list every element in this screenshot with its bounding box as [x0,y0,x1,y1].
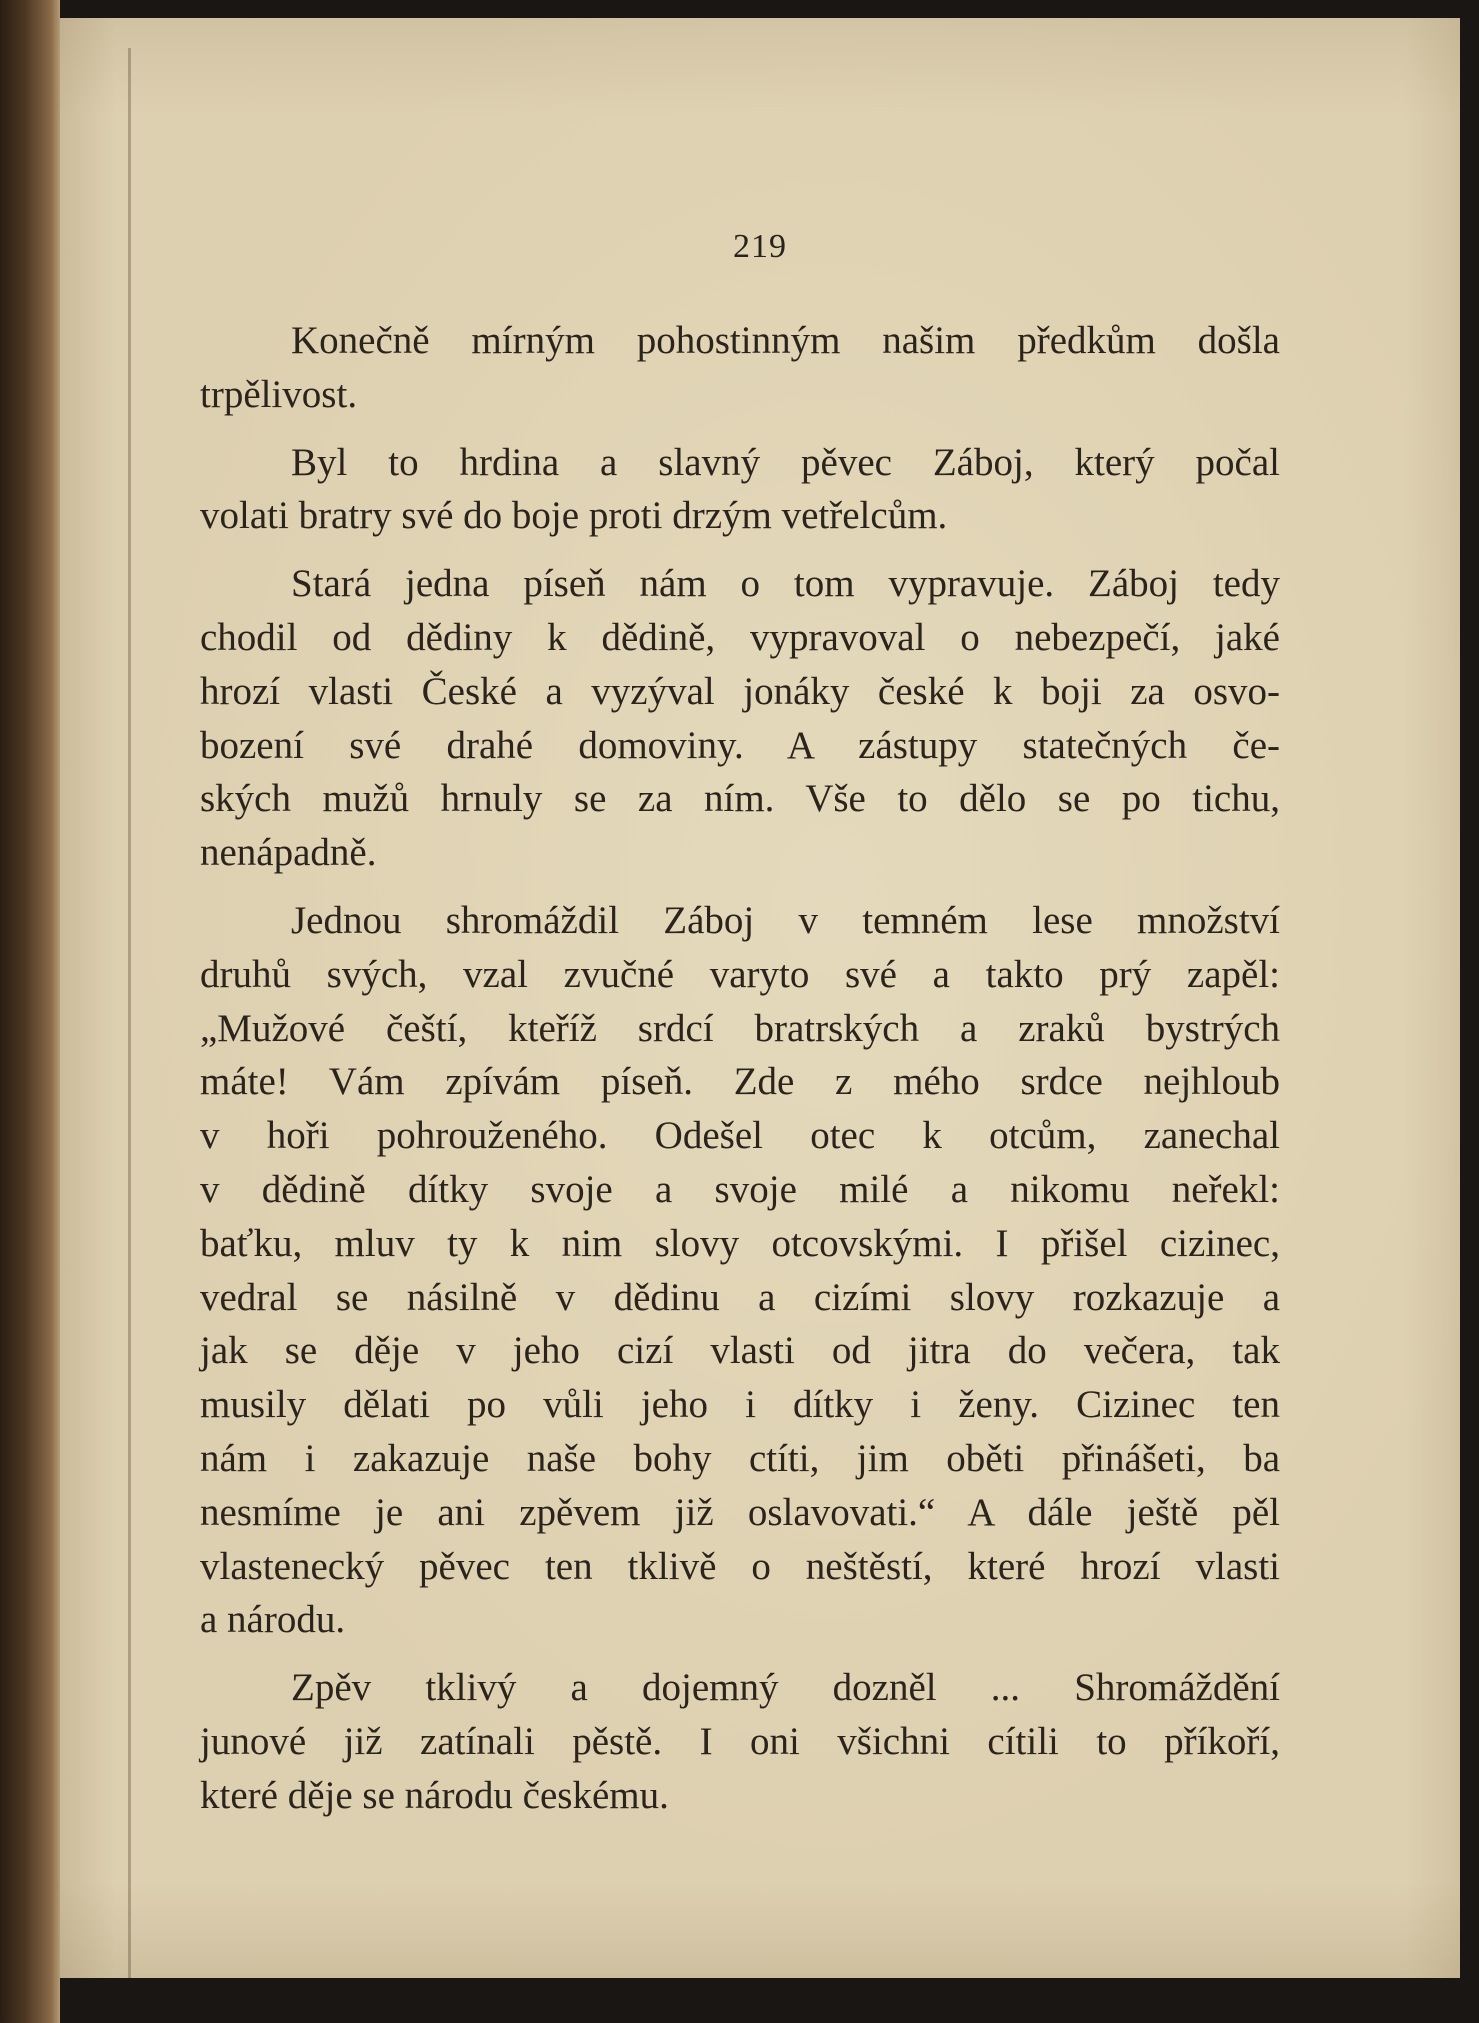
text-line: musily dělati po vůli jeho i dítky i ženy. Cizinec ten [200,1383,1280,1427]
text-line: hrozí vlasti České a vyzýval jonáky české k boji za osvo- [200,669,1280,713]
page-sheet [60,18,1460,1978]
text-line: nenápadně. [200,831,377,875]
text-line: Konečně mírným pohostinným našim předkům došla [291,319,1280,362]
text-line: Byl to hrdina a slavný pěvec Záboj, který počal [291,440,1280,484]
text-line: nesmíme je ani zpěvem již oslavovati.“ A dále ještě pěl [200,1490,1280,1534]
text-line: volati bratry své do boje proti drzým vetřelcům. [200,494,948,538]
gutter-line [128,48,131,1978]
text-line: chodil od dědiny k dědině, vypravoval o nebezpečí, jaké [200,615,1280,659]
text-line: vlastenecký pěvec ten tklivě o neštěstí, které hrozí vlasti [200,1544,1280,1588]
text-line: v dědině dítky svoje a svoje milé a nikomu neřekl: [200,1167,1280,1211]
text-line: jak se děje v jeho cizí vlasti od jitra do večera, tak [200,1329,1280,1373]
text-line: Zpěv tklivý a dojemný dozněl ... Shromáždění [291,1666,1280,1710]
book-spine-shadow [0,0,60,2023]
text-line: vedral se násilně v dědinu a cizími slovy rozkazuje a [200,1275,1280,1319]
text-line: „Mužové čeští, kteříž srdcí bratrských a zraků bystrých [200,1006,1280,1050]
paragraph-5 [200,1661,1280,1822]
body-text [200,314,1280,1823]
text-line: které děje se národu českému. [200,1773,669,1817]
paragraph-3 [200,557,1280,880]
text-line: ských mužů hrnuly se za ním. Vše to dělo se po tichu, [200,777,1280,821]
text-line: v hoři pohrouženého. Odešel otec k otcům, zanechal [200,1114,1280,1158]
text-line: junové již zatínali pěstě. I oni všichni cítili to příkoří, [200,1719,1280,1763]
paragraph-4 [200,894,1280,1647]
paragraph-2 [200,436,1280,544]
text-line: trpělivost. [200,372,358,416]
text-line: máte! Vám zpívám píseň. Zde z mého srdce nejhloub [200,1060,1280,1104]
paragraph-1 [200,314,1280,422]
text-line: nám i zakazuje naše bohy ctíti, jim oběti přinášeti, ba [200,1436,1280,1480]
text-line: Stará jedna píseň nám o tom vypravuje. Záboj tedy [291,562,1280,606]
text-line: Jednou shromáždil Záboj v temném lese množství [291,898,1280,942]
text-line: baťku, mluv ty k nim slovy otcovskými. I přišel cizinec, [200,1221,1280,1265]
text-line: druhů svých, vzal zvučné varyto své a takto prý zapěl: [200,952,1280,996]
text-line: bození své drahé domoviny. A zástupy statečných če- [200,723,1280,767]
text-line: a národu. [200,1598,346,1642]
page-number: 219 [733,228,787,265]
